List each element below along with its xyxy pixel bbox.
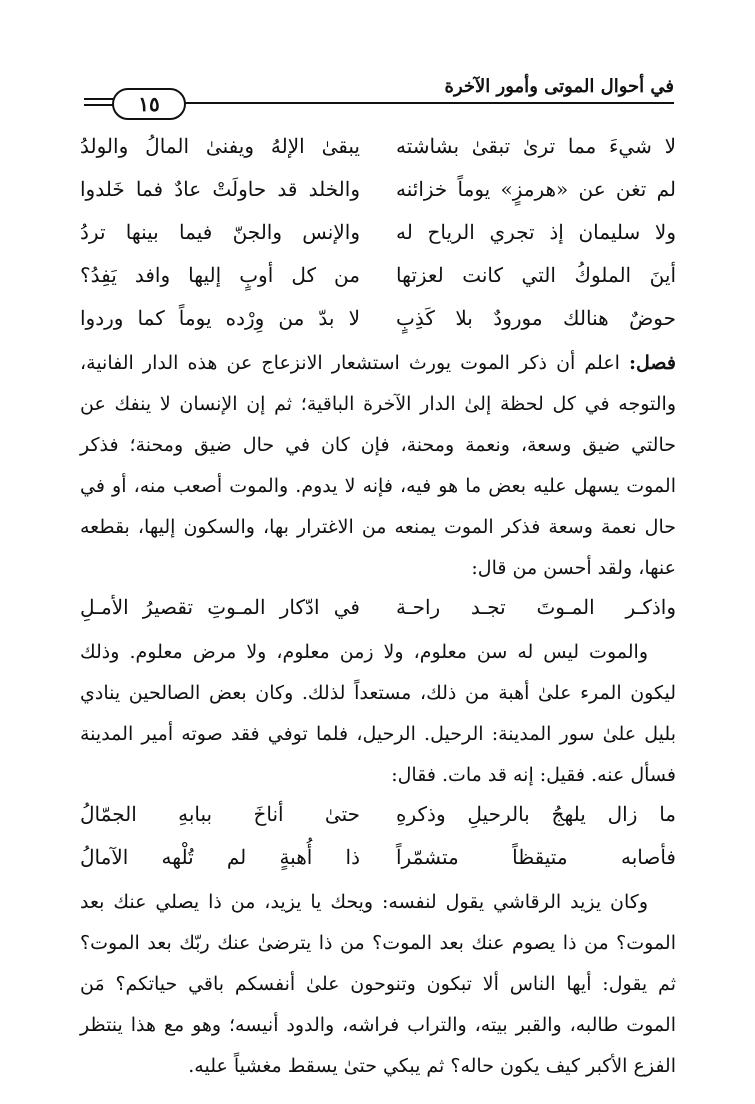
poem-block-2 [80,589,676,632]
verse-first-hemistich: لم تغن عن «هرمزٍ» يوماً خزائنه [396,177,676,201]
page-number: ١٥ [112,88,186,120]
verse-second-hemistich: لا بدّ من وِرْده يوماً كما وردوا [80,306,360,330]
verse-first-hemistich: لا شيءَ مما ترىٰ تبقىٰ بشاشته [396,134,676,158]
verse-first-hemistich: واذكـر المـوتَ تجـد راحـة [396,595,676,619]
verse-second-hemistich: في ادّكار المـوتِ تقصيرُ الأمـلِ [80,595,360,619]
verse-second-hemistich: ذا أُهبةٍ لم تُلْهه الآمالُ [80,845,360,869]
header-rule [184,102,674,104]
paragraph [80,632,676,796]
verse-second-hemistich: والخلد قد حاولَتْ عادٌ فما خَلدوا [80,177,360,201]
page-body [80,128,676,1087]
paragraph-text: والموت ليس له سن معلوم، ولا زمن معلوم، ولا مرض معلوم. وذلك ليكون المرء علىٰ أهبة من ذلك، مستعداً لذلك. وكان بعض الصالحين ينادي بليل علىٰ سور المدينة: الرحيل. الرحيل، فلما توفي فقد صوته أمير المدينة فسأل عنه. فقيل: إنه قد مات. فقال: [80,641,676,786]
paragraph-text: اعلم أن ذكر الموت يورث استشعار الانزعاج عن هذه الدار الفانية، والتوجه في كل لحظة إلىٰ الدار الآخرة الباقية؛ ثم إن الإنسان لا ينفك عن حالتي ضيق وسعة، ونعمة ومحنة، فإن كان في حال ضيق ومحنة؛ فذكر الموت يسهل عليه بعض ما هو فيه، فإنه لا يدوم. والموت أصعب منه، أو في حال نعمة وسعة فذكر الموت يمنعه من الاغترار بها، والسكون إليها، بقطعه عنها، ولقد أحسن من قال: [80,352,676,579]
verse-first-hemistich: ولا سليمان إذ تجري الرياح له [396,220,676,244]
verse-second-hemistich: حتىٰ أناخَ ببابهِ الجمّالُ [80,802,360,826]
paragraph [80,882,676,1087]
verse-first-hemistich: ما زال يلهجُ بالرحيلِ وذكرهِ [396,802,676,826]
verse-first-hemistich: أينَ الملوكُ التي كانت لعزتها [396,263,676,287]
poem-verse [80,300,676,343]
poem-verse [80,128,676,171]
section-heading: فصل: [629,352,676,374]
poem-block-1 [80,128,676,343]
running-title: في أحوال الموتى وأمور الآخرة [444,76,674,97]
verse-second-hemistich: يبقىٰ الإلهُ ويفنىٰ المالُ والولدُ [80,134,360,158]
header-rule-left-top [84,98,114,100]
paragraph-text: وكان يزيد الرقاشي يقول لنفسه: ويحك يا يزيد، من ذا يصلي عنك بعد الموت؟ من ذا يصوم عنك بعد الموت؟ من ذا يترضىٰ عنك ربّك بعد الموت؟ ثم يقول: أيها الناس ألا تبكون وتنوحون علىٰ أنفسكم باقي حياتكم؟ مَن الموت طالبه، والقبر بيته، والتراب فراشه، والدود أنيسه؛ وهو مع هذا ينتظر الفزع الأكبر كيف يكون حاله؟ ثم يبكي حتىٰ يسقط مغشياً عليه. [80,891,676,1077]
page-header [84,70,674,120]
verse-first-hemistich: فأصابه متيقظاً متشمّراً [396,845,676,869]
verse-first-hemistich: حوضٌ هنالك مورودٌ بلا كَذِبٍ [396,306,676,330]
paragraph-section [80,343,676,589]
verse-second-hemistich: من كل أوبٍ إليها وافد يَفِدُ؟ [80,263,360,287]
header-rule-left-bottom [84,104,114,106]
poem-verse [80,171,676,214]
poem-verse [80,839,676,882]
poem-block-3 [80,796,676,882]
verse-second-hemistich: والإنس والجنّ فيما بينها تردُ [80,220,360,244]
poem-verse [80,257,676,300]
poem-verse [80,796,676,839]
poem-verse [80,589,676,632]
poem-verse [80,214,676,257]
